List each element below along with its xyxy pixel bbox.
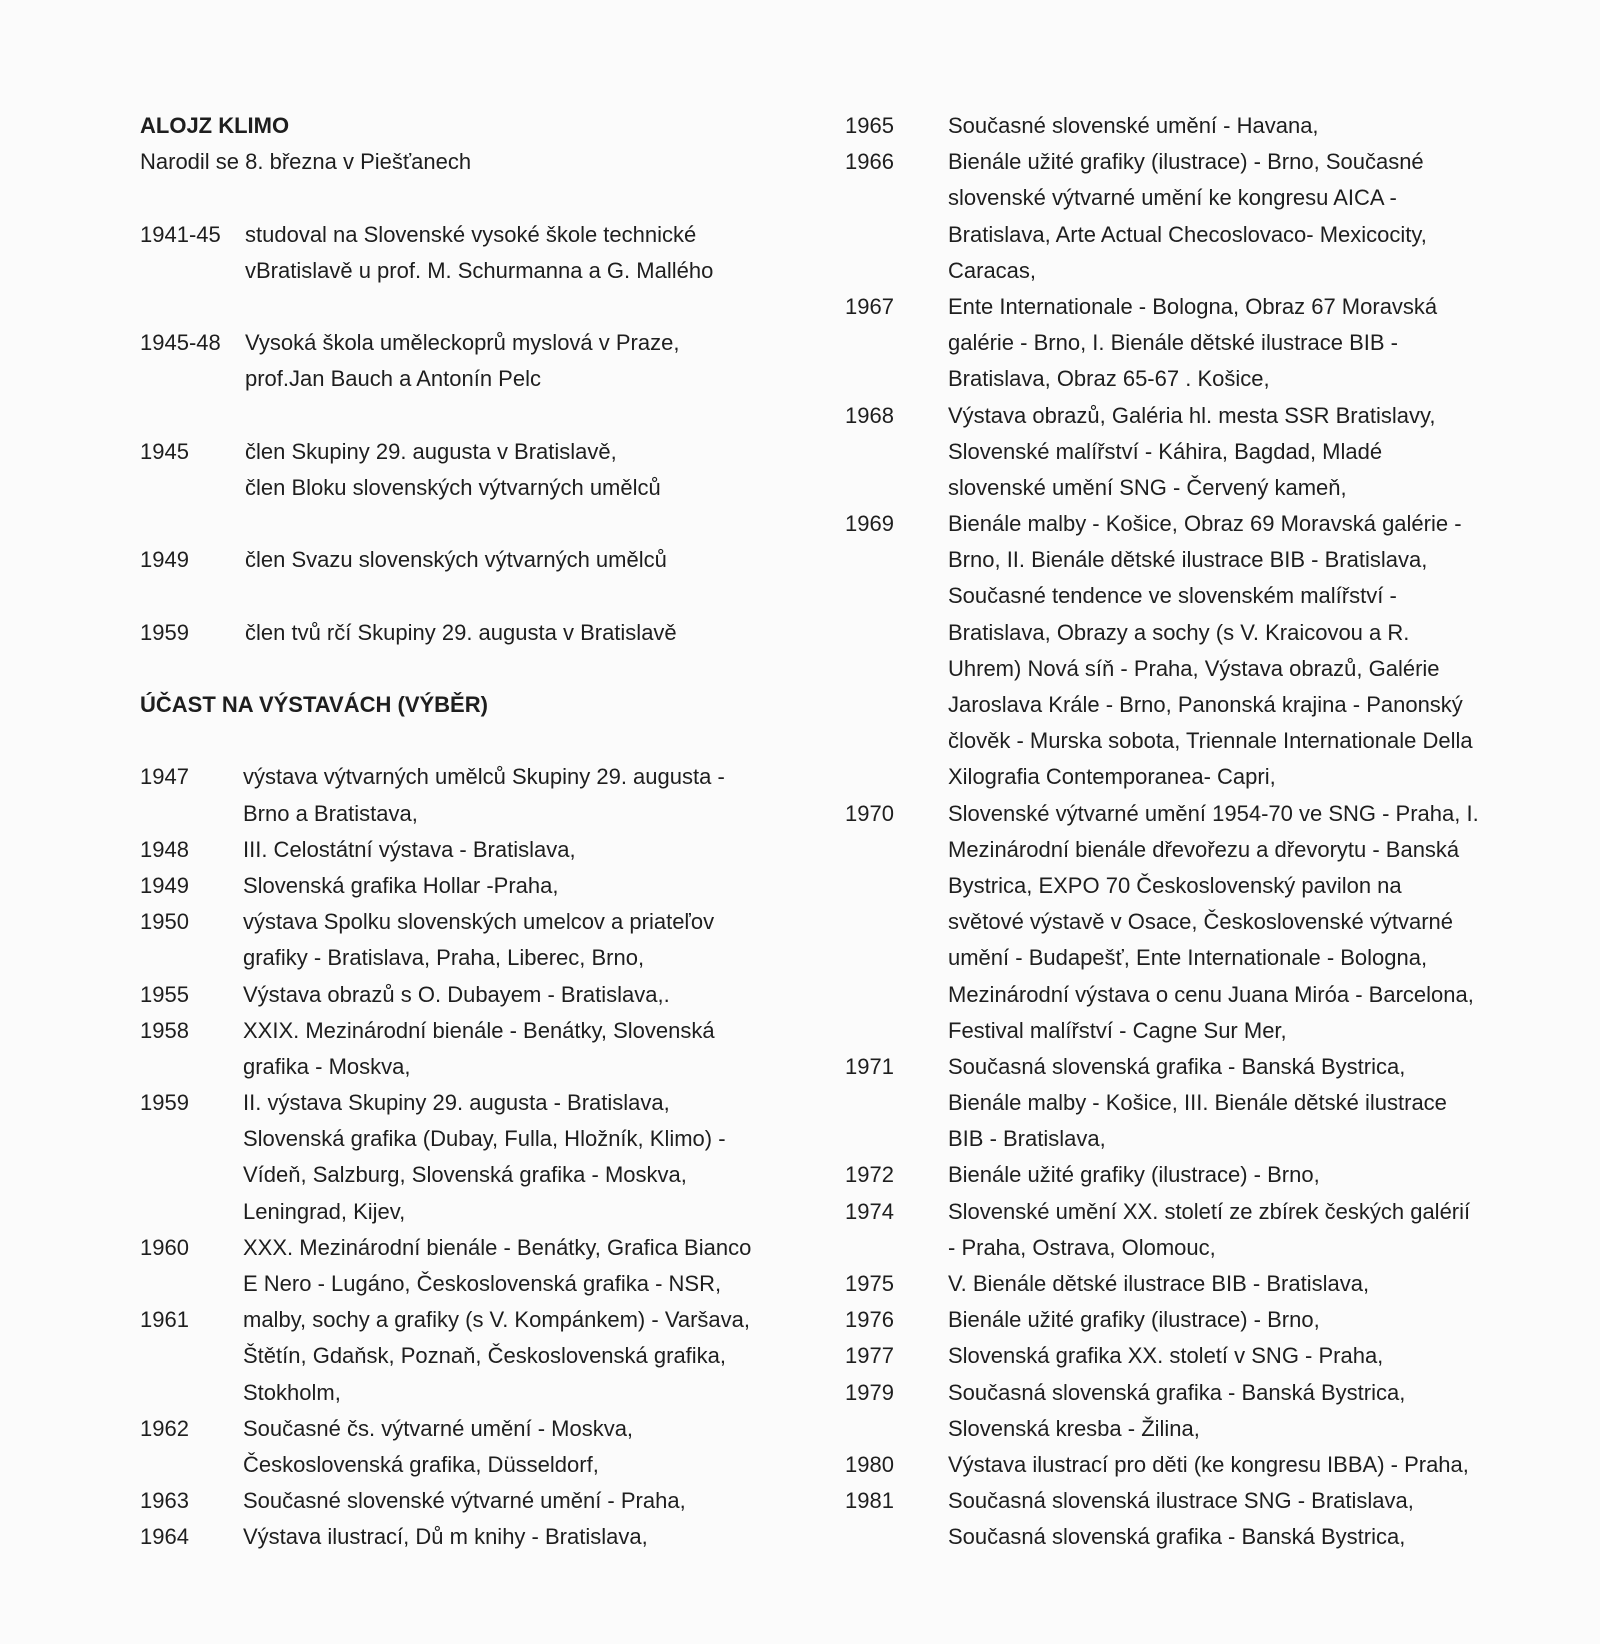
entry-line [140,1375,780,1411]
entry-year [845,434,948,470]
entry-text: Štětín, Gdaňsk, Poznaň, Československá grafika, [243,1343,727,1369]
entry-text: Výstava ilustrací, Dů m knihy - Bratislava, [243,1524,648,1550]
entry-line [140,904,780,940]
entry-year: 1955 [140,981,189,1007]
entry-line [140,1157,780,1193]
entry-year: 1966 [845,149,894,175]
entry-year: 1941-45 [140,221,221,247]
artist-name: ALOJZ KLIMO [140,113,290,138]
entry-year [845,687,948,723]
entry-text: Brno, II. Bienále dětské ilustrace BIB - Bratislava, [948,547,1428,573]
entry-text: Mezinárodní bienále dřevořezu a dřevorytu - Banská [948,836,1460,862]
entry-line [140,1085,780,1121]
entry-line [140,1338,780,1374]
entry-text: Bystrica, EXPO 70 Československý pavilon na [948,872,1402,898]
entry-year: 1976 [845,1307,894,1333]
entry-text: Slovenská kresba - Žilina, [948,1415,1200,1441]
entry-year [140,796,243,832]
entry-line [845,217,1525,253]
entry-line [140,1302,780,1338]
entry-year: 1950 [140,909,189,935]
entry-text: Bienále malby - Košice, Obraz 69 Moravská galérie - [948,511,1462,537]
entry-text: prof.Jan Bauch a Antonín Pelc [245,366,541,392]
entry-line [140,1447,780,1483]
entry-year: 1967 [845,293,894,319]
entry-text: slovenské výtvarné umění ke kongresu AICA - [948,185,1397,211]
entry-year: 1981 [845,1488,894,1514]
entry-text: Současné slovenské výtvarné umění - Praha, [243,1488,686,1514]
entry-line [140,325,780,361]
biography-list [140,217,780,687]
entry-line [845,1519,1525,1555]
entry-line [140,1194,780,1230]
entry-year: 1945-48 [140,330,221,356]
entry-year: 1948 [140,836,189,862]
entry-text: Uhrem) Nová síň - Praha, Výstava obrazů, Galérie [948,655,1440,681]
entry-line [845,1447,1525,1483]
entry-year [140,1266,243,1302]
entry-text: Bratislava, Obrazy a sochy (s V. Kraicovou a R. [948,619,1410,645]
entry-line [845,1013,1525,1049]
entry-text: Výstava obrazů s O. Dubayem - Bratislava,. [243,981,670,1007]
entry-text: Bienále užité grafiky (ilustrace) - Brno, [948,1307,1320,1333]
entry-year: 1958 [140,1017,189,1043]
entry-text: malby, sochy a grafiky (s V. Kompánkem) - Varšava, [243,1307,750,1333]
entry-year [845,1121,948,1157]
entry-line [845,940,1525,976]
entry-year: 1949 [140,547,189,573]
entry-text: světové výstavě v Osace, Československé výtvarné [948,909,1453,935]
entry-line [845,687,1525,723]
birth-note: Narodil se 8. března v Piešťanech [140,149,472,175]
entry-text: XXX. Mezinárodní bienále - Benátky, Grafica Bianco [243,1234,752,1260]
entry-text: Současná slovenská grafika - Banská Bystrica, [948,1524,1406,1550]
entry-line [845,1230,1525,1266]
entry-line [140,1230,780,1266]
entry-year [140,1121,243,1157]
entry-year [845,977,948,1013]
entry-line [140,542,780,578]
entry-year [140,1157,243,1193]
entry-year [845,615,948,651]
entry-line [845,832,1525,868]
entry-line [845,578,1525,614]
entry-line [140,1121,780,1157]
entry-line [140,217,780,253]
entry-line [845,1411,1525,1447]
entry-year [845,1519,948,1555]
entry-text: výstava výtvarných umělců Skupiny 29. augusta - [243,764,725,790]
entry-year [140,470,245,506]
entry-line [845,506,1525,542]
entry-line [845,723,1525,759]
entry-line [140,1483,780,1519]
entry-text: Bienále užité grafiky (ilustrace) - Brno, Současné [948,149,1424,175]
entry-year: 1969 [845,511,894,537]
entry-line [845,434,1525,470]
entry-line [140,1519,780,1555]
entry-text: II. výstava Skupiny 29. augusta - Bratislava, [243,1090,670,1116]
entry-line [845,796,1525,832]
entry-text: člověk - Murska sobota, Triennale Internationale Della [948,728,1473,754]
entry-text: Bratislava, Arte Actual Checoslovaco- Mexicocity, [948,221,1427,247]
entry-year: 1974 [845,1198,894,1224]
entry-year: 1961 [140,1307,189,1333]
entry-text: Výstava obrazů, Galéria hl. mesta SSR Bratislavy, [948,402,1436,428]
entry-line [845,253,1525,289]
entry-text: Současná slovenská ilustrace SNG - Bratislava, [948,1488,1414,1514]
entry-line [845,1085,1525,1121]
entry-text: člen Svazu slovenských výtvarných umělců [245,547,667,573]
entry-line [845,1121,1525,1157]
entry-line [845,398,1525,434]
entry-text: Současné tendence ve slovenském malířství - [948,583,1397,609]
entry-text: Stokholm, [243,1379,341,1405]
entry-year: 1979 [845,1379,894,1405]
entry-line [140,1013,780,1049]
entry-text: vBratislavě u prof. M. Schurmanna a G. Mallého [245,257,714,283]
entry-line [845,1375,1525,1411]
entry-year: 1968 [845,402,894,428]
entry-year: 1962 [140,1415,189,1441]
entry-text: Vídeň, Salzburg, Slovenská grafika - Moskva, [243,1162,687,1188]
entry-year [845,1411,948,1447]
entry-year: 1975 [845,1271,894,1296]
entry-year [845,180,948,216]
entry-year: 1963 [140,1488,189,1514]
entry-year [140,1338,243,1374]
entry-year: 1971 [845,1053,894,1079]
entry-text: Ente Internationale - Bologna, Obraz 67 Moravská [948,293,1438,319]
entry-line [140,977,780,1013]
entry-year [140,1447,243,1483]
entry-line [845,1338,1525,1374]
entry-text: Současné slovenské umění - Havana, [948,113,1319,138]
entry-line [845,325,1525,361]
entry-year [845,217,948,253]
entry-line [140,1049,780,1085]
entry-year [845,723,948,759]
entry-line [845,1194,1525,1230]
entry-text: Jaroslava Krále - Brno, Panonská krajina - Panonský [948,692,1463,717]
entry-text: III. Celostátní výstava - Bratislava, [243,836,576,862]
entry-text: Leningrad, Kijev, [243,1198,406,1224]
entry-year [845,253,948,289]
entry-line [845,361,1525,397]
entry-year [845,832,948,868]
entry-year [845,542,948,578]
entry-year [845,940,948,976]
entry-text: Slovenská grafika XX. století v SNG - Praha, [948,1343,1384,1369]
entry-year: 1959 [140,1090,189,1116]
entry-text: Výstava ilustrací pro děti (ke kongresu IBBA) - Praha, [948,1451,1469,1477]
entry-year: 1964 [140,1524,189,1550]
entry-year [845,759,948,795]
entry-line [140,796,780,832]
entry-line [140,759,780,795]
entry-year: 1959 [140,619,189,645]
entry-year [845,325,948,361]
entry-text: člen Skupiny 29. augusta v Bratislavě, [245,438,617,464]
entry-line [845,651,1525,687]
entry-line [140,470,780,506]
entry-line [845,1049,1525,1085]
entry-text: Československá grafika, Düsseldorf, [243,1451,599,1477]
right-column [845,108,1525,1556]
entry-line [845,542,1525,578]
entry-line [140,940,780,976]
entry-text: galérie - Brno, I. Bienále dětské ilustrace BIB - [948,330,1398,356]
entry-line [845,1302,1525,1338]
entry-line [845,904,1525,940]
entry-line [845,868,1525,904]
entry-line [140,832,780,868]
entry-text: člen tvů rčí Skupiny 29. augusta v Bratislavě [245,619,677,645]
entry-line [845,977,1525,1013]
entry-year [845,1230,948,1266]
entry-year [845,470,948,506]
entry-text: E Nero - Lugáno, Československá grafika - NSR, [243,1271,722,1296]
entry-text: - Praha, Ostrava, Olomouc, [948,1234,1216,1260]
entry-line [845,180,1525,216]
entry-text: Bienále malby - Košice, III. Bienále dětské ilustrace [948,1090,1447,1116]
entry-year: 1949 [140,872,189,898]
entry-text: Bienále užité grafiky (ilustrace) - Brno, [948,1162,1320,1188]
entry-text: Slovenská grafika (Dubay, Fulla, Hložník, Klimo) - [243,1126,726,1152]
entry-year [140,361,245,397]
entry-text: Současné čs. výtvarné umění - Moskva, [243,1415,634,1441]
entry-year: 1947 [140,764,189,790]
entry-text: Mezinárodní výstava o cenu Juana Miróa - Barcelona, [948,981,1474,1007]
entry-text: umění - Budapešť, Ente Internationale - Bologna, [948,945,1428,971]
entry-line [140,868,780,904]
left-column [140,108,780,1556]
entry-text: slovenské umění SNG - Červený kameň, [948,474,1347,500]
entry-year: 1980 [845,1451,894,1477]
entry-line [845,759,1525,795]
entry-year [140,1194,243,1230]
entry-text: člen Bloku slovenských výtvarných umělců [245,474,661,500]
entry-line [140,361,780,397]
exhibitions-heading: ÚČAST NA VÝSTAVÁCH (VÝBĚR) [140,692,488,717]
entry-year: 1960 [140,1234,189,1260]
exhibitions-list-right [845,108,1525,1556]
entry-text: Festival malířství - Cagne Sur Mer, [948,1017,1287,1043]
entry-text: Bratislava, Obraz 65-67 . Košice, [948,366,1270,392]
entry-year [140,1375,243,1411]
entry-year: 1965 [845,113,894,138]
entry-text: studoval na Slovenské vysoké škole technické [245,221,697,247]
entry-line [845,1157,1525,1193]
entry-year [140,1049,243,1085]
entry-year [845,361,948,397]
entry-text: Vysoká škola uměleckoprů myslová v Praze, [245,330,680,356]
entry-year [140,940,243,976]
entry-text: XXIX. Mezinárodní bienále - Benátky, Slovenská [243,1017,715,1043]
entry-text: grafiky - Bratislava, Praha, Liberec, Brno, [243,945,645,971]
entry-text: Brno a Bratistava, [243,800,418,826]
entry-year [845,868,948,904]
entry-year: 1970 [845,800,894,826]
entry-year [140,253,245,289]
entry-year [845,578,948,614]
entry-text: Caracas, [948,257,1037,283]
entry-line [845,108,1525,144]
entry-text: Slovenské výtvarné umění 1954-70 ve SNG - Praha, I. [948,800,1479,826]
entry-line [140,253,780,289]
entry-text: BIB - Bratislava, [948,1126,1106,1152]
entry-year [845,1085,948,1121]
entry-line [140,434,780,470]
entry-line [140,1266,780,1302]
entry-text: V. Bienále dětské ilustrace BIB - Bratislava, [948,1271,1370,1296]
entry-line [845,1266,1525,1302]
exhibitions-list-left [140,759,780,1555]
entry-line [845,615,1525,651]
entry-line [845,289,1525,325]
entry-text: Současná slovenská grafika - Banská Bystrica, [948,1053,1406,1079]
entry-text: Slovenské umění XX. století ze zbírek českých galérií [948,1198,1471,1224]
entry-text: Slovenská grafika Hollar -Praha, [243,872,559,898]
entry-year: 1945 [140,438,189,464]
entry-year: 1977 [845,1343,894,1369]
entry-text: Současná slovenská grafika - Banská Bystrica, [948,1379,1406,1405]
entry-line [845,470,1525,506]
entry-text: výstava Spolku slovenských umelcov a priateľov [243,909,715,935]
entry-text: grafika - Moskva, [243,1053,411,1079]
entry-year [845,1013,948,1049]
entry-year [845,651,948,687]
entry-year [845,904,948,940]
entry-text: Xilografia Contemporanea- Capri, [948,764,1276,790]
entry-line [140,615,780,651]
entry-line [845,144,1525,180]
entry-line [845,1483,1525,1519]
entry-line [140,1411,780,1447]
entry-year: 1972 [845,1162,894,1188]
entry-text: Slovenské malířství - Káhira, Bagdad, Mladé [948,438,1383,464]
